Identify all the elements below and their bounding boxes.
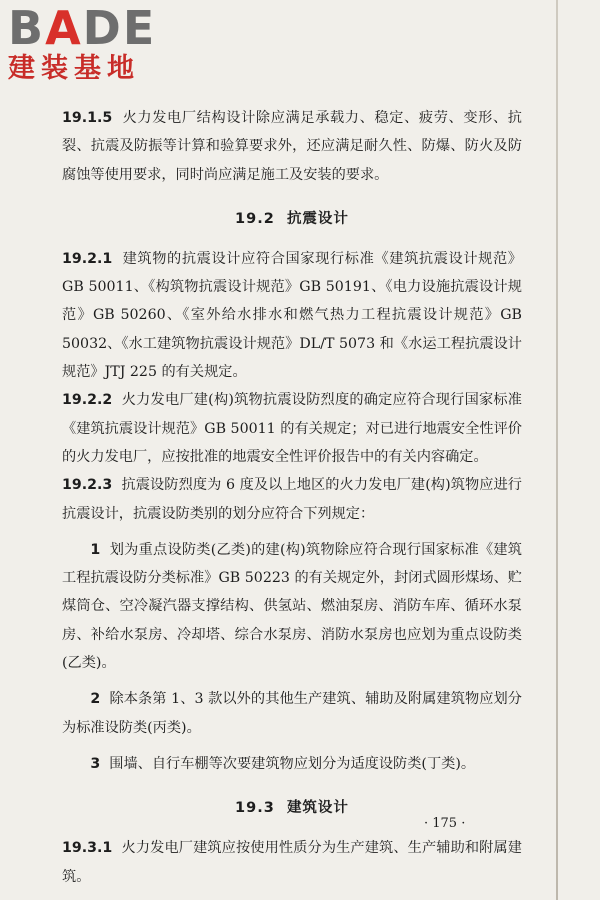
clause-19-2-3: [62, 471, 522, 528]
clause-text: 建筑物的抗震设计应符合国家现行标准《建筑抗震设计规范》GB 50011、《构筑物抗震设计规范》GB 50191、《电力设施抗震设计规范》GB 50260、《室外给水排水和燃气热力工程抗震设计规范》GB 50032、《水工建筑物抗震设计规范》DL/T 5073 和《水运工程抗震设计规范》JTJ 225 的有关规定。: [62, 250, 522, 381]
clause-number: 19.2.1: [62, 250, 113, 267]
clause-text: 火力发电厂结构设计除应满足承载力、稳定、疲劳、变形、抗裂、抗震及防振等计算和验算要求外，还应满足耐久性、防爆、防火及防腐蚀等使用要求，同时尚应满足施工及安装的要求。: [62, 110, 522, 183]
logo-word-text: BADE: [8, 1, 157, 55]
section-title: 抗震设计: [286, 210, 349, 227]
section-heading-19-2: [62, 205, 522, 233]
clause-text: 火力发电厂建(构)筑物抗震设防烈度的确定应符合现行国家标准《建筑抗震设计规范》GB 50011 的有关规定；对已进行地震安全性评价的火力发电厂，应按批准的地震安全性评价报告中的有关内容确定。: [62, 392, 522, 465]
list-item-text: 围墙、自行车棚等次要建筑物应划分为适度设防类(丁类)。: [109, 755, 476, 772]
clause-19-1-5: [62, 104, 522, 189]
clause-number: 19.2.2: [62, 392, 113, 409]
page-number: · 175 ·: [424, 816, 466, 831]
list-item-3: [62, 750, 522, 778]
clause-19-3-1: [62, 834, 522, 891]
list-item-2: [62, 685, 522, 742]
section-number: 19.3: [235, 800, 275, 817]
clause-19-2-1: [62, 245, 522, 386]
list-item-text: 划为重点设防类(乙类)的建(构)筑物除应符合现行国家标准《建筑工程抗震设防分类标准》GB 50223 的有关规定外，封闭式圆形煤场、贮煤筒仓、空冷凝汽器支撑结构、供氢站、燃油泵房、消防车库、循环水泵房、补给水泵房、冷却塔、综合水泵房、消防水泵房也应划为重点设防类(乙类)。: [62, 541, 522, 672]
page-edge: [556, 0, 558, 900]
brand-logo: [8, 1, 157, 84]
clause-text: 抗震设防烈度为 6 度及以上地区的火力发电厂建(构)筑物应进行抗震设计，抗震设防类别的划分应符合下列规定：: [62, 477, 522, 522]
clause-number: 19.1.5: [62, 110, 113, 126]
logo-subtitle: 建装基地: [8, 53, 140, 84]
list-item-number: 1: [90, 541, 101, 558]
list-item-text: 除本条第 1、3 款以外的其他生产建筑、辅助及附属建筑物应划分为标准设防类(丙类)。: [62, 691, 522, 736]
logo-word: [8, 1, 157, 55]
list-item-number: 3: [90, 755, 101, 772]
clause-number: 19.3.1: [62, 840, 113, 857]
section-title: 建筑设计: [286, 800, 349, 817]
list-item-1: [62, 536, 522, 677]
clause-number: 19.2.3: [62, 477, 113, 494]
page-content: [62, 104, 522, 891]
section-number: 19.2: [235, 210, 275, 227]
clause-19-2-2: [62, 386, 522, 471]
list-item-number: 2: [90, 691, 101, 708]
clause-text: 火力发电厂建筑应按使用性质分为生产建筑、生产辅助和附属建筑。: [62, 840, 522, 885]
